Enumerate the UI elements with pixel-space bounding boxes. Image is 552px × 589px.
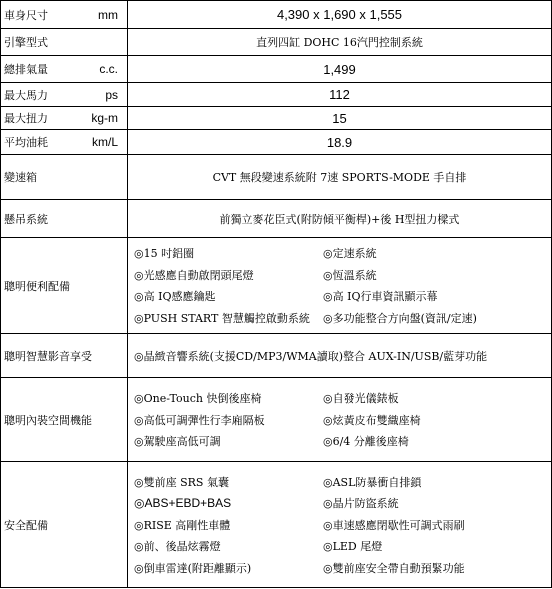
feature-row bbox=[134, 409, 551, 431]
spec-label: 變速箱 bbox=[4, 171, 37, 184]
spec-value: 112 bbox=[128, 83, 552, 107]
group-label: 安全配備 bbox=[1, 462, 128, 588]
feature-cell bbox=[128, 238, 552, 334]
feature-item: ◎6/4 分離後座椅 bbox=[323, 435, 409, 448]
feature-group-safety bbox=[1, 462, 552, 588]
feature-row bbox=[134, 514, 551, 536]
feature-item: ◎炫黃皮布雙織座椅 bbox=[323, 413, 421, 427]
feature-cell bbox=[128, 334, 552, 378]
spec-label-cell bbox=[1, 29, 128, 56]
feature-item: ◎晶片防盜系統 bbox=[323, 497, 399, 510]
spec-label-cell bbox=[1, 107, 128, 130]
feature-cell bbox=[128, 378, 552, 462]
spec-value: 前獨立麥花臣式(附防傾平衡桿)+後 H型扭力樑式 bbox=[128, 200, 552, 238]
feature-item: ◎恆溫系統 bbox=[323, 268, 377, 282]
feature-item: ◎高 IQ感應鑰匙 bbox=[134, 290, 216, 304]
spec-row-suspension bbox=[1, 200, 552, 238]
feature-item: ◎ABS+EBD+BAS bbox=[134, 496, 232, 510]
group-label: 聰明便利配備 bbox=[1, 238, 128, 334]
feature-row bbox=[134, 557, 551, 579]
spec-row-torque bbox=[1, 107, 552, 130]
feature-item: ◎光感應自動啟閉頭尾燈 bbox=[134, 268, 254, 282]
spec-unit: c.c. bbox=[99, 62, 118, 76]
feature-group-convenience bbox=[1, 238, 552, 334]
feature-item: ◎倒車雷達(附距離顯示) bbox=[134, 561, 252, 575]
feature-row bbox=[134, 264, 551, 286]
feature-item: ◎高低可調彈性行李廂隔板 bbox=[134, 413, 265, 427]
feature-row bbox=[134, 345, 551, 367]
feature-row bbox=[134, 243, 551, 265]
feature-group-audio bbox=[1, 334, 552, 378]
group-label: 聰明內裝空間機能 bbox=[1, 378, 128, 462]
feature-row bbox=[134, 307, 551, 329]
spec-row-horsepower bbox=[1, 83, 552, 107]
spec-value: 15 bbox=[128, 107, 552, 130]
spec-label: 最大馬力 bbox=[4, 88, 48, 102]
feature-row bbox=[134, 387, 551, 409]
feature-item: ◎駕駛座高低可調 bbox=[134, 435, 221, 448]
feature-item: ◎15 吋鋁圈 bbox=[134, 247, 195, 261]
spec-label: 總排氣量 bbox=[4, 63, 48, 76]
spec-value: 直列四缸 DOHC 16汽門控制系統 bbox=[128, 29, 552, 56]
feature-item: ◎RISE 高剛性車體 bbox=[134, 518, 231, 532]
feature-item: ◎前、後晶炫霧燈 bbox=[134, 540, 221, 553]
spec-value: 18.9 bbox=[128, 130, 552, 155]
spec-value: 1,499 bbox=[128, 56, 552, 83]
spec-row-transmission bbox=[1, 155, 552, 200]
feature-item: ◎雙前座安全帶自動預緊功能 bbox=[323, 561, 465, 575]
feature-row bbox=[134, 535, 551, 557]
group-label: 聰明智慧影音享受 bbox=[1, 334, 128, 378]
spec-row-displacement bbox=[1, 56, 552, 83]
feature-item: ◎定速系統 bbox=[323, 247, 377, 261]
feature-item: ◎雙前座 SRS 氣囊 bbox=[134, 475, 229, 489]
spec-label-cell bbox=[1, 83, 128, 107]
spec-label-cell bbox=[1, 130, 128, 155]
spec-row-dimensions bbox=[1, 1, 552, 29]
feature-row bbox=[134, 286, 551, 308]
spec-value: 4,390 x 1,690 x 1,555 bbox=[128, 1, 552, 29]
feature-item: ◎One-Touch 快倒後座椅 bbox=[134, 392, 262, 405]
spec-value: CVT 無段變速系統附 7速 SPORTS-MODE 手自排 bbox=[128, 155, 552, 200]
spec-label-cell bbox=[1, 56, 128, 83]
feature-item: ◎ASL防暴衝自排鎖 bbox=[323, 475, 422, 489]
spec-unit: mm bbox=[98, 7, 118, 22]
feature-item: ◎車速感應閉歇性可調式雨刷 bbox=[323, 518, 465, 532]
feature-group-interior bbox=[1, 378, 552, 462]
spec-unit: ps bbox=[105, 87, 118, 102]
feature-item: ◎自發光儀錶板 bbox=[323, 392, 399, 405]
spec-label-cell bbox=[1, 200, 128, 238]
feature-cell bbox=[128, 462, 552, 588]
spec-label: 懸吊系統 bbox=[4, 212, 48, 226]
spec-label: 引擎型式 bbox=[4, 36, 48, 49]
feature-row bbox=[134, 430, 551, 452]
feature-row bbox=[134, 492, 551, 514]
feature-row bbox=[134, 471, 551, 493]
spec-label-cell bbox=[1, 155, 128, 200]
feature-item: ◎PUSH START 智慧觸控啟動系統 bbox=[134, 311, 310, 325]
spec-row-fuel bbox=[1, 130, 552, 155]
spec-unit: kg-m bbox=[91, 111, 118, 125]
feature-item: ◎高 IQ行車資訊顯示幕 bbox=[323, 290, 438, 304]
spec-unit: km/L bbox=[91, 135, 118, 149]
spec-label: 車身尺寸 bbox=[4, 8, 48, 22]
spec-row-engine bbox=[1, 29, 552, 56]
feature-item: ◎多功能整合方向盤(資訊/定速) bbox=[323, 311, 477, 325]
spec-label-cell bbox=[1, 1, 128, 29]
feature-item: ◎LED 尾燈 bbox=[323, 540, 383, 553]
feature-item: ◎晶緻音響系統(支援CD/MP3/WMA讀取)整合 AUX-IN/USB/藍芽功能 bbox=[134, 349, 488, 363]
spec-label: 平均油耗 bbox=[4, 136, 48, 149]
spec-label: 最大扭力 bbox=[4, 112, 48, 125]
